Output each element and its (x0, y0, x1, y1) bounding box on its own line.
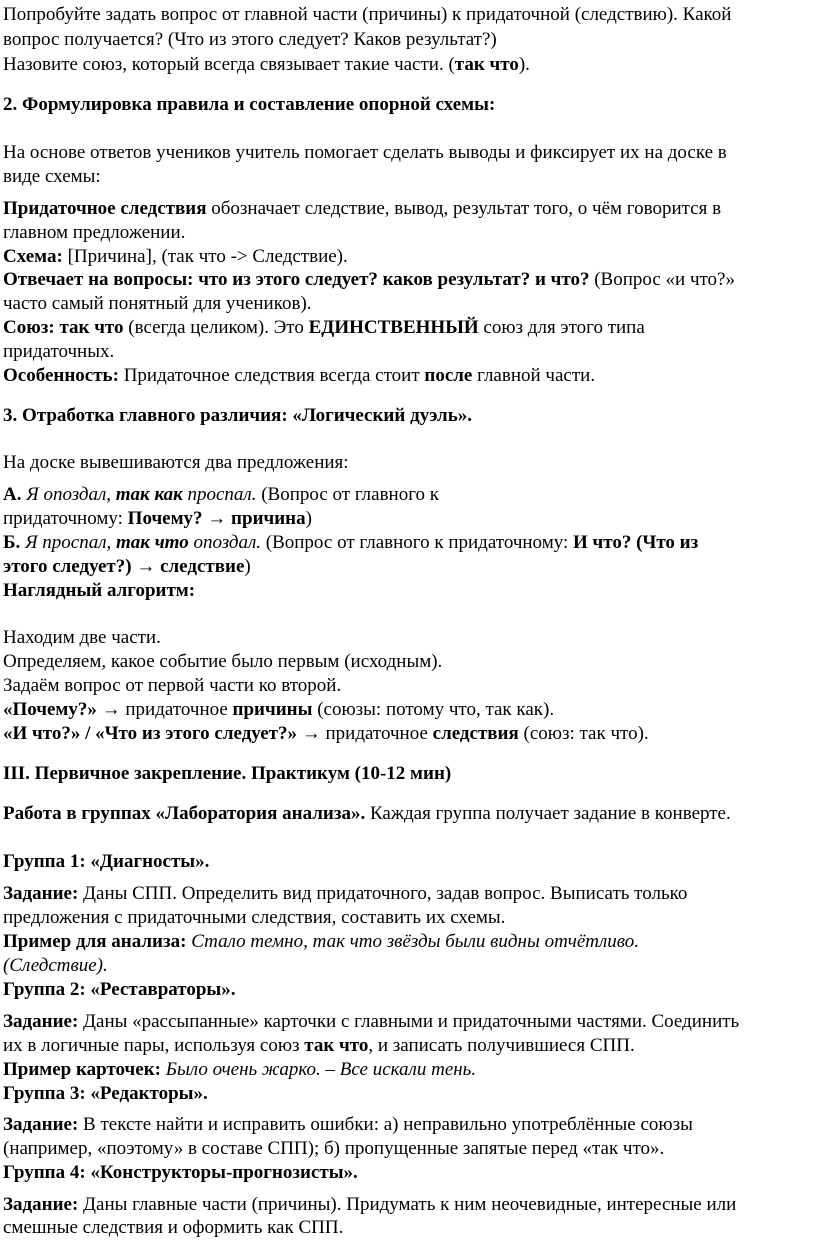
group-task: их в логичные пары, используя союз так что, и записать получившиеся СПП. (3, 1035, 635, 1056)
group-heading: Группа 3: «Редакторы». (3, 1083, 208, 1104)
algorithm-step: Определяем, какое событие было первым (исходным). (3, 651, 443, 672)
sentence-b: Б. Я проспал, так что опоздал. (Вопрос от главного к придаточному: И что? (Что из (3, 532, 699, 553)
scheme-line: Схема: [Причина], (так что -> Следствие). (3, 246, 348, 267)
group-task: Задание: В тексте найти и исправить ошибки: а) неправильно употреблённые союзы (3, 1114, 693, 1135)
intro-union-line: Назовите союз, который всегда связывает такие части. (так что). (3, 54, 530, 75)
group-heading: Группа 1: «Диагносты». (3, 851, 210, 872)
answers-line: Отвечает на вопросы: что из этого следует? каков результат? и что? (Вопрос «и что?» (3, 269, 735, 290)
definition-line: главном предложении. (3, 222, 186, 243)
section-heading: III. Первичное закрепление. Практикум (10-12 мин) (3, 763, 452, 784)
algorithm-step: Находим две части. (3, 627, 161, 648)
group-heading: Группа 4: «Конструкторы-прогнозисты». (3, 1162, 358, 1183)
sentence-b: этого следует?) → следствие) (3, 556, 251, 577)
sentence-a: А. Я опоздал, так как проспал. (Вопрос от главного к (3, 484, 440, 505)
intro-line: вопрос получается? (Что из этого следует? Каков результат?) (3, 29, 497, 50)
algorithm-heading: Наглядный алгоритм: (3, 580, 196, 601)
union-line: Союз: так что (всегда целиком). Это ЕДИНСТВЕННЫЙ союз для этого типа (3, 317, 645, 338)
feature-line: Особенность: Придаточное следствия всегда стоит после главной части. (3, 365, 596, 386)
paragraph-line: На доске вывешиваются два предложения: (3, 452, 349, 473)
group-example: (Следствие). (3, 955, 108, 976)
definition-line: Придаточное следствия обозначает следствие, вывод, результат того, о чём говорится в (3, 198, 722, 219)
answers-line: часто самый понятный для учеников). (3, 293, 312, 314)
section-heading: 2. Формулировка правила и составление опорной схемы: (3, 94, 496, 115)
paragraph-line: На основе ответов учеников учитель помогает сделать выводы и фиксирует их на доске в (3, 142, 727, 163)
group-task: смешные следствия и оформить как СПП. (3, 1217, 344, 1238)
algorithm-what: «И что?» / «Что из этого следует?» → придаточное следствия (союз: так что). (3, 723, 649, 744)
paragraph-line: виде схемы: (3, 166, 101, 187)
group-task: (например, «поэтому» в составе СПП); б) пропущенные запятые перед «так что». (3, 1138, 665, 1159)
group-task: Задание: Даны главные части (причины). Придумать к ним неочевидные, интересные или (3, 1194, 737, 1215)
union-line: придаточных. (3, 341, 115, 362)
algorithm-step: Задаём вопрос от первой части ко второй. (3, 675, 342, 696)
group-work-line: Работа в группах «Лаборатория анализа». Каждая группа получает задание в конверте. (3, 803, 731, 824)
group-task: Задание: Даны СПП. Определить вид придаточного, задав вопрос. Выписать только (3, 883, 688, 904)
group-example: Пример для анализа: Стало темно, так что звёзды были видны отчётливо. (3, 931, 640, 952)
algorithm-why: «Почему?» → придаточное причины (союзы: потому что, так как). (3, 699, 555, 720)
intro-line: Попробуйте задать вопрос от главной части (причины) к придаточной (следствию). Какой (3, 4, 732, 25)
group-task: Задание: Даны «рассыпанные» карточки с главными и придаточными частями. Соединить (3, 1011, 740, 1032)
group-example: Пример карточек: Было очень жарко. – Все искали тень. (3, 1059, 477, 1080)
sentence-a: придаточному: Почему? → причина) (3, 508, 312, 529)
section-heading: 3. Отработка главного различия: «Логический дуэль». (3, 405, 473, 426)
group-task: предложения с придаточными следствия, составить их схемы. (3, 907, 506, 928)
group-heading: Группа 2: «Реставраторы». (3, 979, 236, 1000)
